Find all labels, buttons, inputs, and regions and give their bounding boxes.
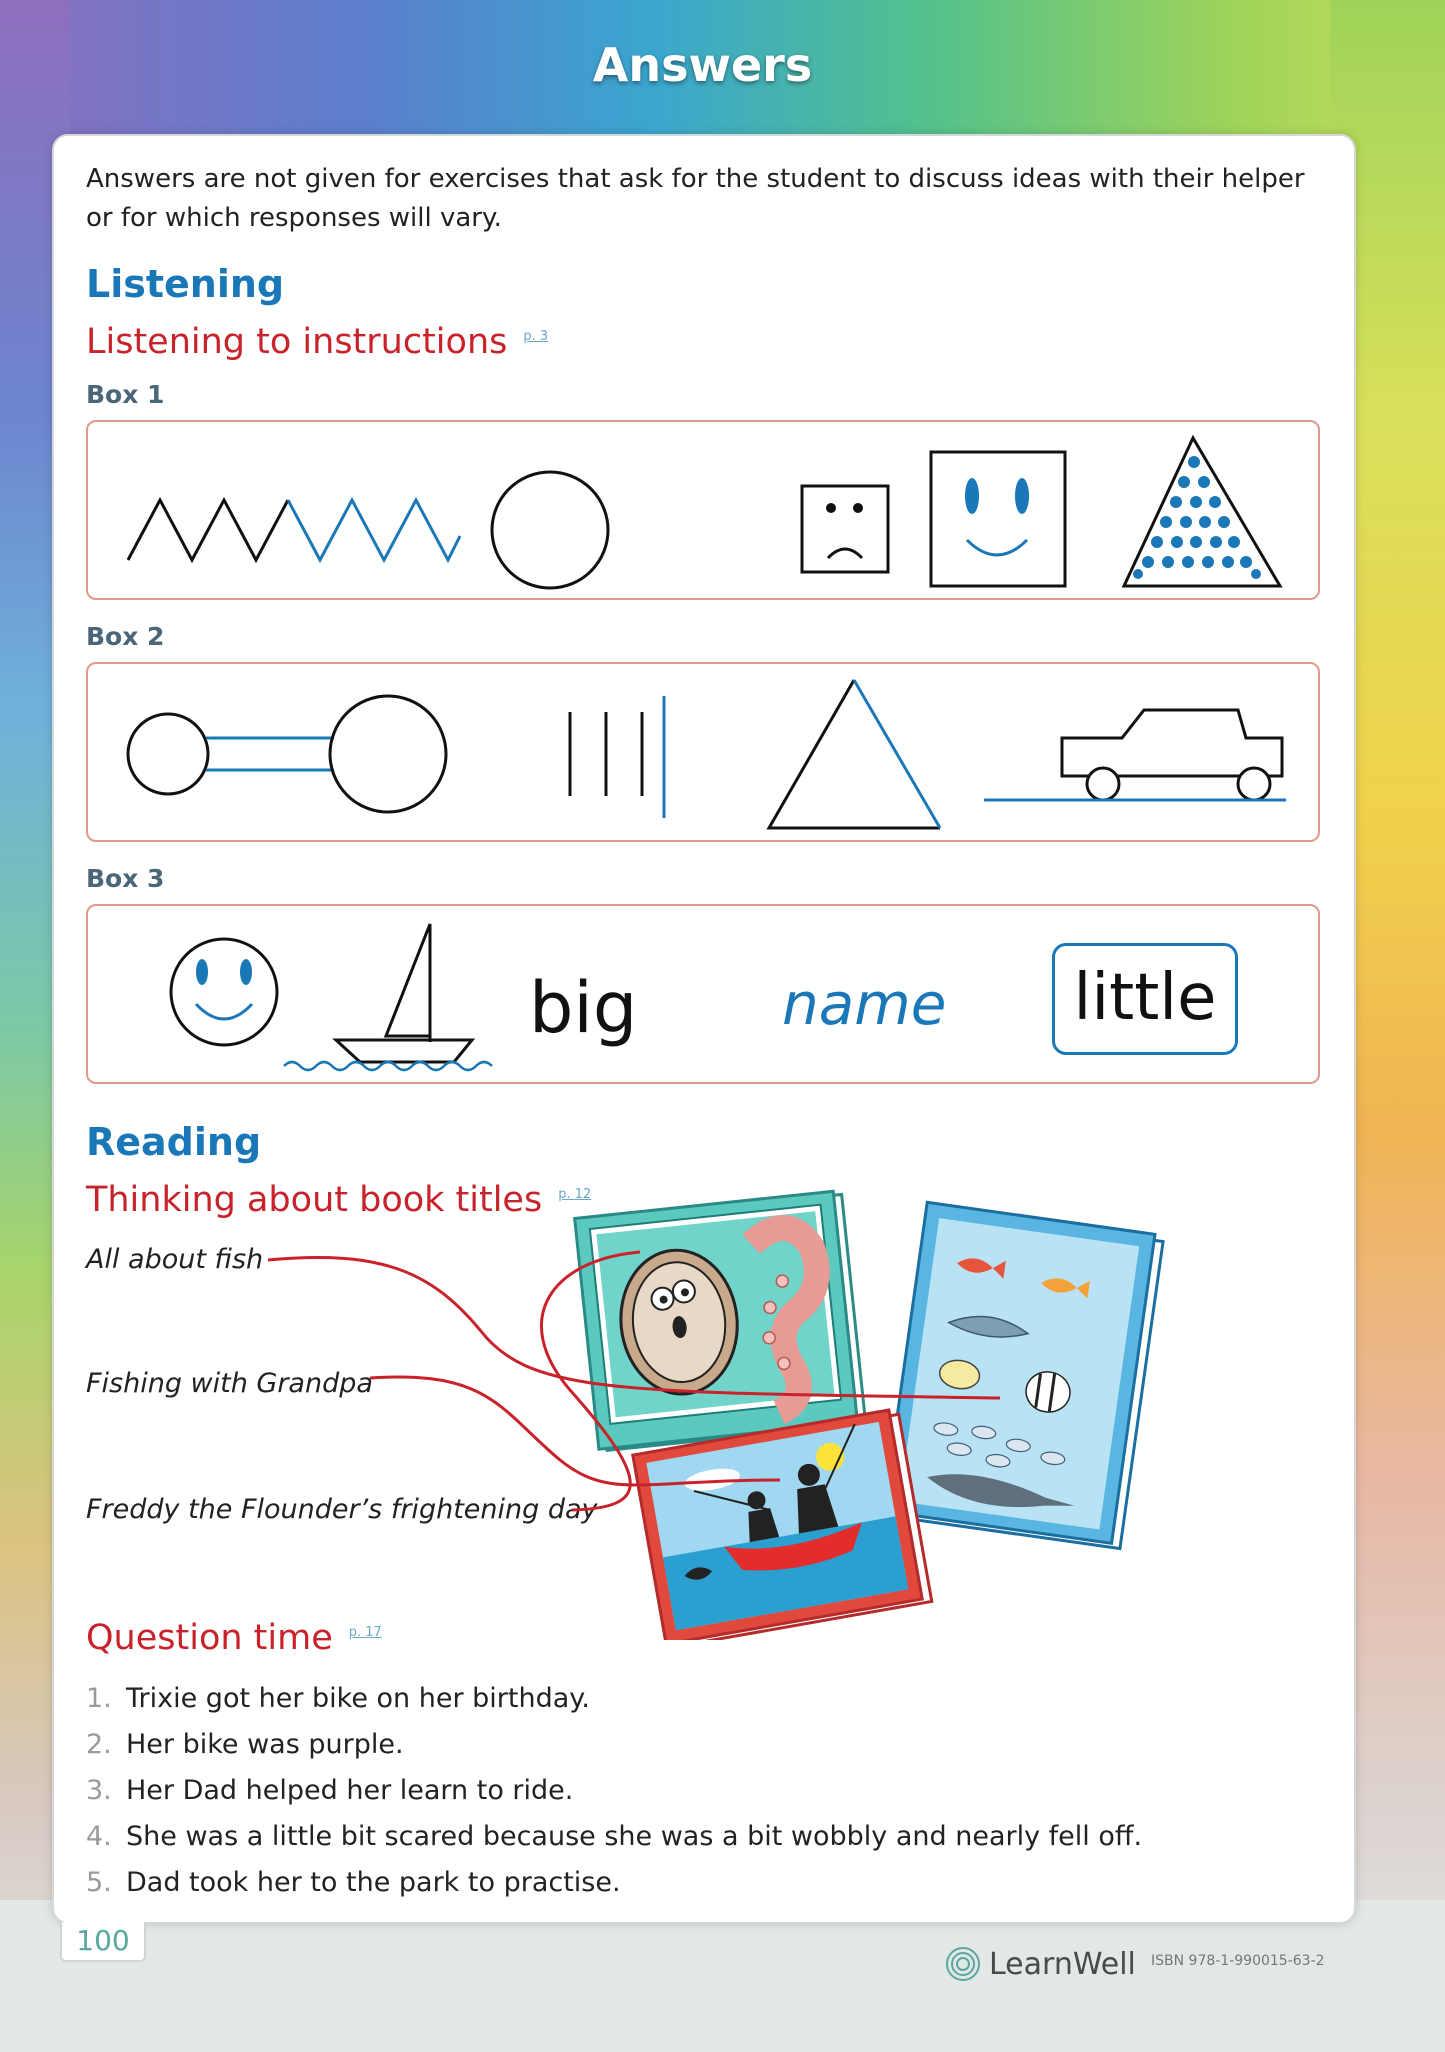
page-ref-p12[interactable]: p. 12: [558, 1187, 592, 1203]
car-wheel-front: [1087, 768, 1119, 800]
small-face-eye-left: [826, 503, 836, 513]
triangle-black-sides: [769, 680, 940, 828]
learnwell-spiral-icon: [945, 1946, 981, 1982]
page-ref-p3[interactable]: p. 3: [523, 329, 549, 345]
answer-text: Her bike was purple.: [126, 1728, 404, 1760]
word-big: big: [529, 967, 638, 1049]
box-3: [86, 904, 1320, 1084]
answer-text: Trixie got her bike on her birthday.: [126, 1682, 590, 1714]
reading-heading: Reading: [86, 1120, 262, 1164]
small-square: [802, 486, 888, 572]
smiley-mouth: [196, 1004, 252, 1019]
triangle-blue-side: [854, 680, 940, 828]
box-2-drawing: [88, 664, 1322, 844]
answer-number: 2.: [86, 1728, 112, 1760]
brand-name: LearnWell: [989, 1946, 1136, 1982]
zigzag-blue: [288, 500, 460, 560]
car-body: [1062, 710, 1282, 776]
word-little-boxed: little: [1052, 943, 1238, 1055]
box-1-label: Box 1: [86, 380, 165, 409]
list-item: [86, 1721, 1306, 1767]
book-title-freddy-the-flounder: Freddy the Flounder’s frightening day: [86, 1494, 598, 1525]
question-time-title: Question time: [86, 1618, 333, 1658]
book-title-fishing-with-grandpa: Fishing with Grandpa: [86, 1368, 373, 1399]
boat-hull: [336, 1040, 472, 1062]
large-face-eye-right: [1015, 478, 1029, 514]
answer-number: 3.: [86, 1774, 112, 1806]
book-titles-title: Thinking about book titles: [86, 1180, 543, 1220]
isbn-text: ISBN 978-1-990015-63-2: [1151, 1953, 1325, 1969]
small-circle: [128, 714, 208, 794]
large-face-smile: [967, 540, 1027, 555]
circle-shape: [492, 472, 608, 588]
page-ref-p17[interactable]: p. 17: [348, 1625, 382, 1641]
listening-heading: Listening: [86, 262, 285, 306]
answer-number: 1.: [86, 1682, 112, 1714]
list-item: [86, 1859, 1306, 1905]
zigzag-black: [128, 500, 288, 560]
answer-number: 5.: [86, 1866, 112, 1898]
book-matching-illustration: [260, 1180, 1260, 1640]
book-fish: [883, 1202, 1164, 1548]
answer-text: She was a little bit scared because she was a bit wobbly and nearly fell off.: [126, 1820, 1143, 1852]
book-title-all-about-fish: All about fish: [86, 1244, 264, 1275]
list-item: [86, 1767, 1306, 1813]
box-2: [86, 662, 1320, 842]
listening-instructions-heading: [86, 322, 548, 362]
smiley-face: [171, 939, 277, 1045]
answer-number: 4.: [86, 1820, 112, 1852]
page-title: Answers: [592, 38, 813, 92]
question-answers-list: [86, 1675, 1306, 1905]
book-flounder: [575, 1190, 866, 1451]
box-3-label: Box 3: [86, 864, 165, 893]
small-face-eye-right: [853, 503, 863, 513]
page-number: 100: [60, 1922, 146, 1962]
triangle-dots: [1133, 456, 1261, 579]
list-item: [86, 1813, 1306, 1859]
large-circle: [330, 696, 446, 812]
answer-text: Dad took her to the park to practise.: [126, 1866, 621, 1898]
listening-instructions-title: Listening to instructions: [86, 322, 508, 362]
box-2-label: Box 2: [86, 622, 165, 651]
smiley-eye-right: [240, 959, 252, 985]
box-1: [86, 420, 1320, 600]
learnwell-logo: [945, 1946, 1136, 1982]
word-name: name: [782, 970, 947, 1038]
small-face-frown: [828, 549, 862, 558]
question-time-heading: [86, 1618, 382, 1658]
list-item: [86, 1675, 1306, 1721]
large-face-eye-left: [965, 478, 979, 514]
waves: [284, 1062, 492, 1070]
answer-text: Her Dad helped her learn to ride.: [126, 1774, 574, 1806]
intro-text: Answers are not given for exercises that ask for the student to discuss ideas with their helper or for which responses will vary.: [86, 164, 1305, 233]
large-square: [931, 452, 1065, 586]
car-wheel-back: [1238, 768, 1270, 800]
smiley-eye-left: [196, 959, 208, 985]
boat-sail: [386, 924, 430, 1036]
box-1-drawing: [88, 422, 1322, 602]
